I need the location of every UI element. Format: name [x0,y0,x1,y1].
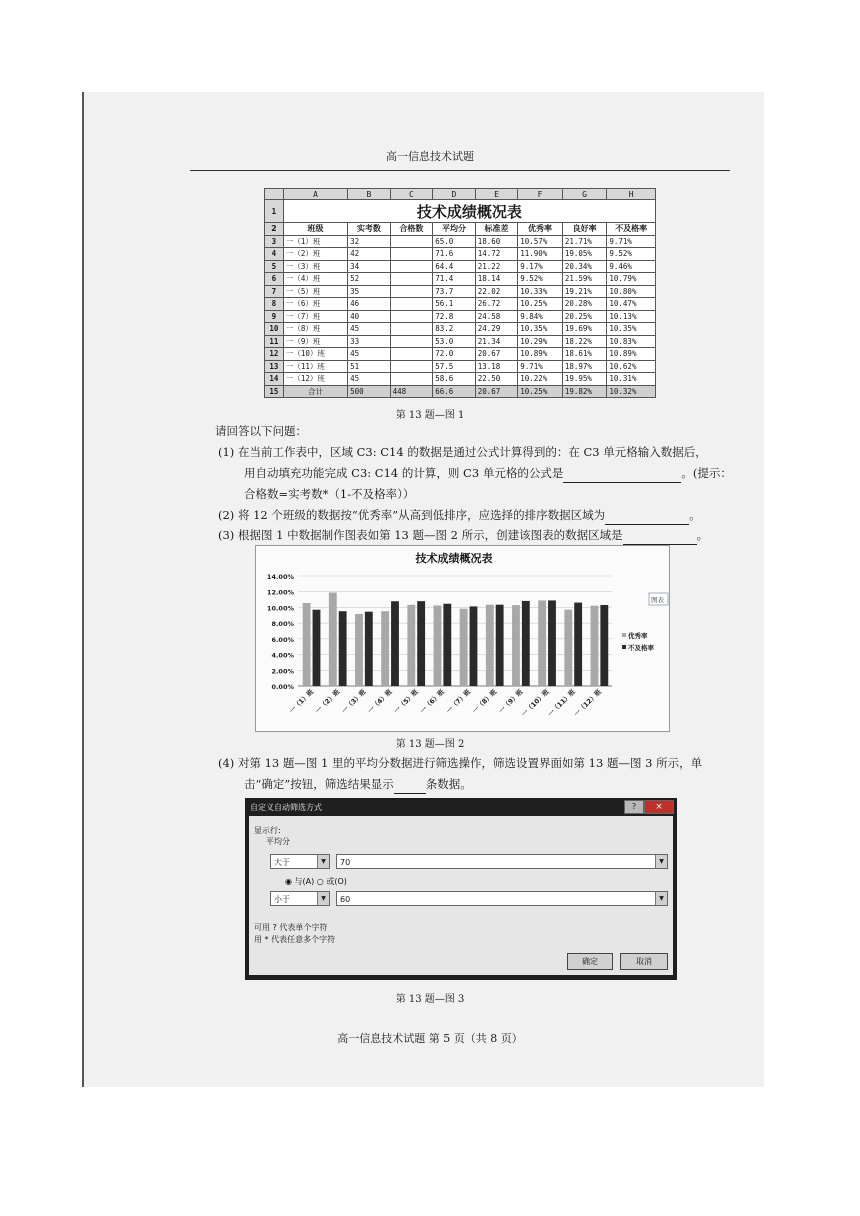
table-row [265,373,656,386]
data-cell: 10.79% [607,273,656,286]
data-cell: 45 [348,348,391,361]
col-header: G [562,189,607,200]
row-number: 1 [265,200,284,223]
row-number: 10 [265,323,284,336]
data-cell: 14.72 [475,248,518,261]
ok-button[interactable]: 确定 [567,953,613,970]
y-tick-label: 4.00% [271,651,294,660]
question-2-end: 。 [689,508,701,522]
column-header-row [265,189,656,200]
page-header: 高一信息技术试题 [386,150,474,163]
answer-blank-4[interactable] [394,779,426,794]
value-2-text: 60 [340,895,351,904]
data-cell: 22.50 [475,373,518,386]
data-cell [390,285,433,298]
hint-multi-char: 用 * 代表任意多个字符 [254,935,336,944]
bar-优秀率 [407,605,415,686]
data-cell: 9.71% [518,360,563,373]
data-cell: 9.52% [518,273,563,286]
data-cell: 一（3）班 [283,260,347,273]
data-cell [390,235,433,248]
data-cell: 10.25% [518,298,563,311]
data-cell: 21.34 [475,335,518,348]
figure-2-caption: 第 13 题—图 2 [395,739,465,750]
bar-不及格率 [313,610,321,686]
answer-blank-3[interactable] [623,530,697,545]
answer-blank-1[interactable] [563,468,681,483]
total-cell: 500 [348,385,391,398]
row-number: 9 [265,310,284,323]
question-3-text: (3) 根据图 1 中数据制作图表如第 13 题—图 2 所示，创建该图表的数据区域是 [218,528,623,542]
data-cell: 18.14 [475,273,518,286]
data-cell: 10.80% [607,285,656,298]
sheet-header-row [265,223,656,236]
answer-blank-2[interactable] [605,510,689,525]
question-1-line-1: (1) 在当前工作表中，区域 C3: C14 的数据是通过公式计算得到的：在 C3 单元格输入数据后， [218,445,707,459]
table-row [265,310,656,323]
data-cell: 一（10）班 [283,348,347,361]
data-cell: 13.18 [475,360,518,373]
bar-优秀率 [538,600,546,686]
data-cell: 57.5 [433,360,476,373]
bar-不及格率 [339,611,347,686]
table-row [265,273,656,286]
y-tick-label: 6.00% [271,635,294,644]
cancel-button[interactable]: 取消 [620,953,668,970]
table-row [265,360,656,373]
field-label: 平均分 [266,837,290,846]
col-header: B [348,189,391,200]
or-radio-label[interactable]: 或(O) [326,877,347,886]
data-cell: 32 [348,235,391,248]
row-number: 3 [265,235,284,248]
data-cell [390,323,433,336]
header-cell: 标准差 [475,223,518,236]
data-cell [390,348,433,361]
data-cell: 73.7 [433,285,476,298]
data-cell: 72.0 [433,348,476,361]
data-cell: 9.52% [607,248,656,261]
data-cell: 51 [348,360,391,373]
question-1-line-2 [244,463,732,483]
total-row [265,385,656,398]
row-number: 12 [265,348,284,361]
row-number: 8 [265,298,284,311]
x-tick-label: 一（12）班 [572,687,603,719]
data-cell: 10.89% [607,348,656,361]
x-tick-label: 一（1）班 [287,687,316,716]
and-radio-label[interactable]: 与(A) [294,877,315,886]
operator-select-1[interactable] [270,854,330,869]
question-1-hint-start: 。(提示： [681,466,732,480]
data-cell: 9.84% [518,310,563,323]
chart-title: 技术成绩概况表 [415,552,493,565]
col-header: D [433,189,476,200]
y-tick-label: 8.00% [271,620,294,629]
data-cell: 10.35% [518,323,563,336]
row-number: 13 [265,360,284,373]
data-cell: 10.22% [518,373,563,386]
bar-不及格率 [522,601,530,686]
data-cell: 83.2 [433,323,476,336]
question-1-text: 用自动填充功能完成 C3: C14 的计算，则 C3 单元格的公式是 [244,466,564,480]
row-number: 4 [265,248,284,261]
x-tick-label: 一（9）班 [497,687,525,716]
chart-side-tab-label: 图表 [651,596,664,604]
x-tick-label: 一（4）班 [366,687,394,716]
header-cell: 不及格率 [607,223,656,236]
data-cell: 20.28% [562,298,607,311]
data-cell: 18.60 [475,235,518,248]
table-row [265,335,656,348]
col-header: A [283,189,347,200]
row-number: 6 [265,273,284,286]
row-number: 2 [265,223,284,236]
data-cell: 18.97% [562,360,607,373]
y-tick-label: 0.00% [271,683,294,691]
total-cell: 合计 [283,385,347,398]
data-cell: 10.13% [607,310,656,323]
row-number: 7 [265,285,284,298]
operator-select-2[interactable] [270,891,330,906]
question-2-text: (2) 将 12 个班级的数据按“优秀率”从高到低排序，应选择的排序数据区域为 [218,508,606,522]
score-sheet [264,188,656,398]
data-cell: 10.62% [607,360,656,373]
x-tick-label: 一（8）班 [471,687,499,716]
data-cell: 9.46% [607,260,656,273]
data-cell: 一（4）班 [283,273,347,286]
bar-优秀率 [329,593,337,687]
total-cell: 66.6 [433,385,476,398]
data-cell [390,298,433,311]
x-tick-label: 一（2）班 [314,687,342,716]
logic-options [285,876,347,887]
data-cell: 20.34% [562,260,607,273]
data-cell: 21.71% [562,235,607,248]
data-cell [390,373,433,386]
chevron-down-icon[interactable]: ▼ [317,855,329,868]
table-row [265,235,656,248]
data-cell: 22.02 [475,285,518,298]
data-cell: 35 [348,285,391,298]
data-cell [390,310,433,323]
bar-不及格率 [443,604,451,686]
help-button[interactable]: ? [624,800,644,814]
bar-优秀率 [355,614,363,686]
bar-优秀率 [591,606,599,686]
x-tick-label: 一（10）班 [520,687,551,719]
show-rows-label: 显示行: [254,826,281,835]
total-cell: 448 [390,385,433,398]
page-footer: 高一信息技术试题 第 5 页（共 8 页） [337,1032,523,1045]
data-cell: 45 [348,373,391,386]
data-cell [390,273,433,286]
question-1-line-3: 合格数=实考数*（1-不及格率）） [244,487,415,501]
data-cell: 10.57% [518,235,563,248]
chevron-down-icon[interactable]: ▼ [655,855,667,868]
data-cell: 10.29% [518,335,563,348]
data-cell: 10.47% [607,298,656,311]
data-cell: 65.0 [433,235,476,248]
data-cell [390,248,433,261]
x-tick-label: 一（5）班 [392,687,420,716]
bar-不及格率 [600,605,608,686]
operator-1-value: 大于 [274,858,290,867]
data-cell: 45 [348,323,391,336]
question-2 [218,505,701,525]
header-cell: 班级 [283,223,347,236]
data-cell: 24.29 [475,323,518,336]
chevron-down-icon[interactable]: ▼ [655,892,667,905]
bar-不及格率 [574,603,582,686]
data-cell: 一（12）班 [283,373,347,386]
question-4-line-2 [244,774,472,794]
data-cell: 46 [348,298,391,311]
col-header: F [518,189,563,200]
question-4-text: 击“确定”按钮，筛选结果显示 [244,777,394,791]
bar-优秀率 [512,605,520,686]
table-row [265,323,656,336]
table-row [265,298,656,311]
header-cell: 平均分 [433,223,476,236]
y-tick-label: 12.00% [266,588,294,597]
row-number: 14 [265,373,284,386]
data-cell [390,260,433,273]
data-cell: 21.59% [562,273,607,286]
x-tick-label: 一（3）班 [340,687,368,716]
chart-frame [255,545,670,732]
x-tick-label: 一（6）班 [418,687,446,716]
chevron-down-icon[interactable]: ▼ [317,892,329,905]
data-cell: 10.33% [518,285,563,298]
data-cell: 9.71% [607,235,656,248]
data-cell: 一（11）班 [283,360,347,373]
hint-single-char: 可用 ? 代表单个字符 [254,923,328,932]
dialog-title: 自定义自动筛选方式 [250,803,322,812]
col-header: E [475,189,518,200]
data-cell: 20.67 [475,348,518,361]
data-cell: 19.05% [562,248,607,261]
question-3 [218,525,708,545]
table-row [265,348,656,361]
bar-chart [256,546,669,731]
data-cell: 18.22% [562,335,607,348]
close-button[interactable]: × [644,800,674,814]
question-4-end: 条数据。 [425,777,472,791]
data-cell: 64.4 [433,260,476,273]
total-cell: 10.25% [518,385,563,398]
data-cell: 19.21% [562,285,607,298]
legend-swatch [622,645,626,649]
header-cell: 合格数 [390,223,433,236]
col-header: H [607,189,656,200]
bar-优秀率 [486,605,494,686]
data-cell: 19.69% [562,323,607,336]
bar-优秀率 [564,610,572,686]
sheet-title: 技术成绩概况表 [283,200,655,223]
figure-1-caption: 第 13 题—图 1 [395,410,465,421]
header-rule [190,170,730,171]
data-cell: 10.83% [607,335,656,348]
data-cell: 53.0 [433,335,476,348]
bar-优秀率 [460,609,468,686]
table-row [265,248,656,261]
data-cell: 42 [348,248,391,261]
x-tick-label: 一（11）班 [546,687,577,719]
questions-intro: 请回答以下问题： [215,424,307,438]
data-cell: 一（7）班 [283,310,347,323]
data-cell: 24.58 [475,310,518,323]
data-cell: 40 [348,310,391,323]
figure-3-caption: 第 13 题—图 3 [395,994,465,1005]
y-tick-label: 2.00% [271,667,294,676]
data-cell: 71.4 [433,273,476,286]
data-cell: 33 [348,335,391,348]
bar-不及格率 [470,606,478,686]
bar-不及格率 [391,601,399,686]
data-cell: 一（6）班 [283,298,347,311]
bar-不及格率 [548,600,556,686]
data-cell: 72.8 [433,310,476,323]
data-cell: 10.35% [607,323,656,336]
table-row [265,260,656,273]
table-row [265,285,656,298]
data-cell: 10.31% [607,373,656,386]
data-cell: 一（1）班 [283,235,347,248]
data-cell: 56.1 [433,298,476,311]
data-cell: 21.22 [475,260,518,273]
data-cell: 9.17% [518,260,563,273]
data-cell: 一（8）班 [283,323,347,336]
legend-swatch [622,633,626,637]
x-tick-label: 一（7）班 [444,687,473,716]
data-cell: 一（9）班 [283,335,347,348]
bar-不及格率 [496,605,504,686]
data-cell: 18.61% [562,348,607,361]
data-cell: 20.25% [562,310,607,323]
header-cell: 实考数 [348,223,391,236]
data-cell [390,335,433,348]
y-tick-label: 14.00% [266,573,294,581]
total-cell: 20.67 [475,385,518,398]
question-3-end: 。 [696,528,709,542]
row-number: 5 [265,260,284,273]
and-radio-icon[interactable]: ◉ [285,877,292,886]
question-4-line-1: (4) 对第 13 题—图 1 里的平均分数据进行筛选操作，筛选设置界面如第 13 题—图 3 所示，单 [218,756,703,770]
sheet-title-row [265,200,656,223]
data-cell: 一（2）班 [283,248,347,261]
col-header: C [390,189,433,200]
data-cell: 26.72 [475,298,518,311]
data-cell [390,360,433,373]
sheet-body [265,235,656,385]
total-cell: 19.82% [562,385,607,398]
data-cell: 一（5）班 [283,285,347,298]
data-cell: 71.6 [433,248,476,261]
header-cell: 优秀率 [518,223,563,236]
data-cell: 52 [348,273,391,286]
operator-2-value: 小于 [274,895,290,904]
or-radio-icon[interactable]: ○ [316,877,324,886]
bar-不及格率 [417,601,425,686]
bar-不及格率 [365,612,373,686]
data-cell: 34 [348,260,391,273]
data-cell: 58.6 [433,373,476,386]
value-1-text: 70 [340,858,351,867]
value-input-1[interactable] [336,854,668,869]
bar-优秀率 [381,611,389,686]
data-cell: 19.95% [562,373,607,386]
row-number: 15 [265,385,284,398]
data-cell: 10.89% [518,348,563,361]
total-cell: 10.32% [607,385,656,398]
value-input-2[interactable] [336,891,668,906]
bar-优秀率 [434,605,442,686]
legend-entry: 不及格率 [628,644,654,652]
row-number: 11 [265,335,284,348]
legend-entry: 优秀率 [628,632,648,640]
y-tick-label: 10.00% [266,604,294,613]
data-cell: 11.90% [518,248,563,261]
corner-cell [265,189,284,200]
header-cell: 良好率 [562,223,607,236]
bar-优秀率 [303,603,311,686]
